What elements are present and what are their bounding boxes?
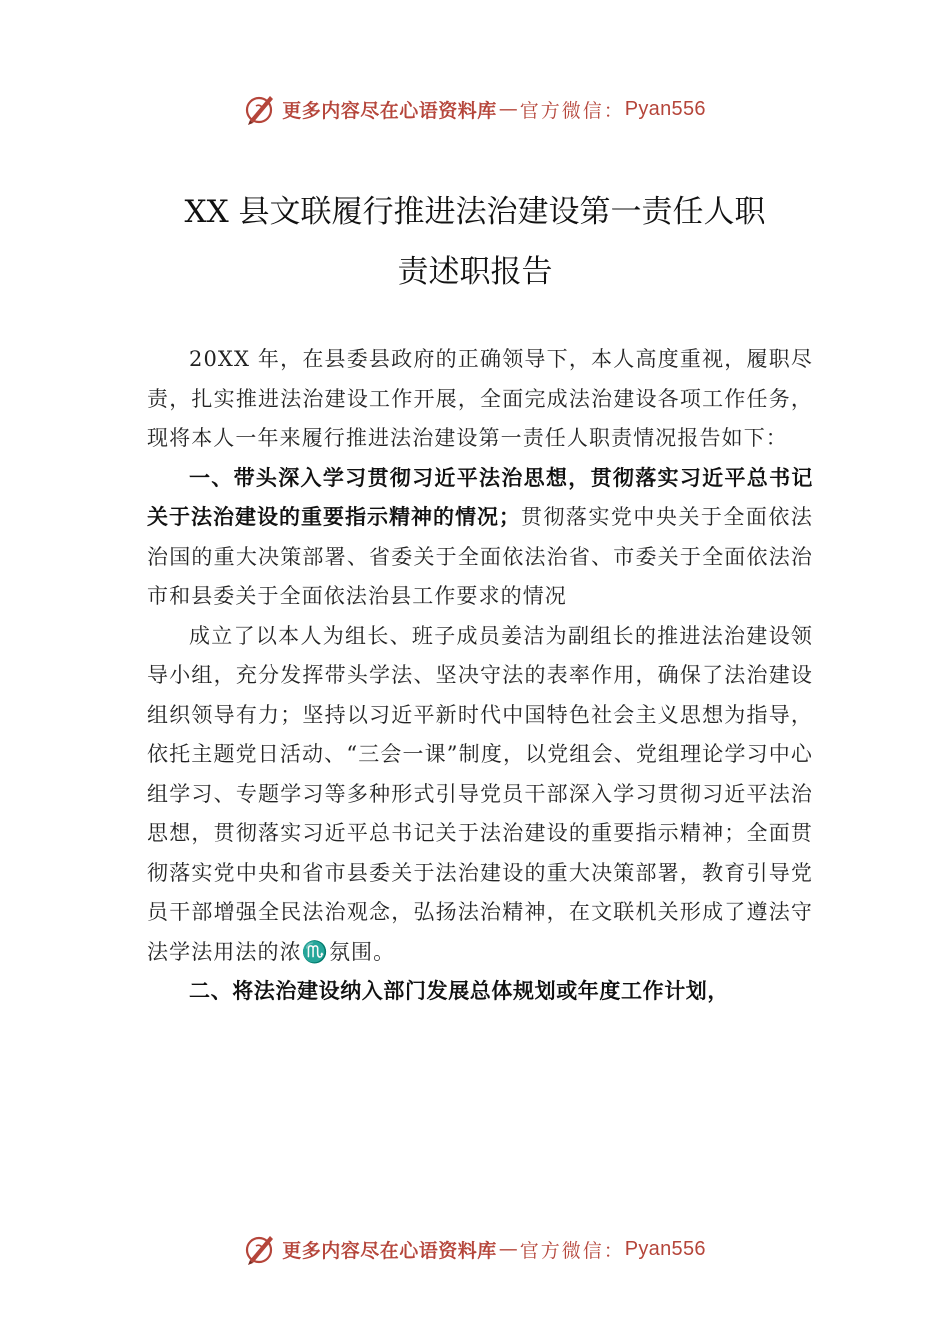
section-1-heading-tail: 贯彻落实党中央关于全面依法治国的重大决策部署、省委关于全面依法治省、市委关于全面依法治市和县委关于全面依法治县工作要求的情况 (147, 505, 813, 608)
document-title (100, 182, 850, 302)
wechat-id: Pyan556 (624, 97, 706, 120)
wechat-id: Pyan556 (624, 1237, 706, 1260)
document-body (147, 340, 813, 1012)
title-line-1: XX 县文联履行推进法治建设第一责任人职 (184, 194, 766, 230)
section-1-heading: 一、带头深入学习贯彻习近平法治思想，贯彻落实习近平总书记关于法治建设的重要指示精神的情况； (147, 465, 813, 529)
library-text: 更多内容尽在心语资料库 (282, 99, 497, 122)
pen-logo-icon (244, 1232, 276, 1266)
title-line-2: 责述职报告 (397, 254, 553, 290)
section-2-heading: 二、将法治建设纳入部门发展总体规划或年度工作计划， (189, 979, 729, 1003)
banner-dash: — (498, 98, 518, 120)
intro-paragraph: 20XX 年，在县委县政府的正确领导下，本人高度重视，履职尽责，扎实推进法治建设工作开展，全面完成法治建设各项工作任务，现将本人一年来履行推进法治建设第一责任人职责情况报告如下： (147, 347, 813, 450)
banner-dash: — (498, 1238, 518, 1260)
footer-banner (0, 1232, 950, 1266)
wechat-label: 官方微信： (519, 1239, 625, 1262)
wechat-label: 官方微信： (519, 99, 625, 122)
section-1-body: 成立了以本人为组长、班子成员姜洁为副组长的推进法治建设领导小组，充分发挥带头学法、坚决守法的表率作用，确保了法治建设组织领导有力；坚持以习近平新时代中国特色社会主义思想为指导，依托主题党日活动、“三会一课”制度，以党组会、党组理论学习中心组学习、专题学习等多种形式引导党员干部深入学习贯彻习近平法治思想，贯彻落实习近平总书记关于法治建设的重要指示精神；全面贯彻落实党中央和省市县委关于法治建设的重大决策部署，教育引导党员干部增强全民法治观念，弘扬法治精神，在文联机关形成了遵法守法学法用法的浓♏氛围。 (147, 623, 813, 964)
library-text: 更多内容尽在心语资料库 (282, 1239, 497, 1262)
pen-logo-icon (244, 92, 276, 126)
section-1-paragraph (147, 459, 813, 617)
header-banner (0, 92, 950, 126)
